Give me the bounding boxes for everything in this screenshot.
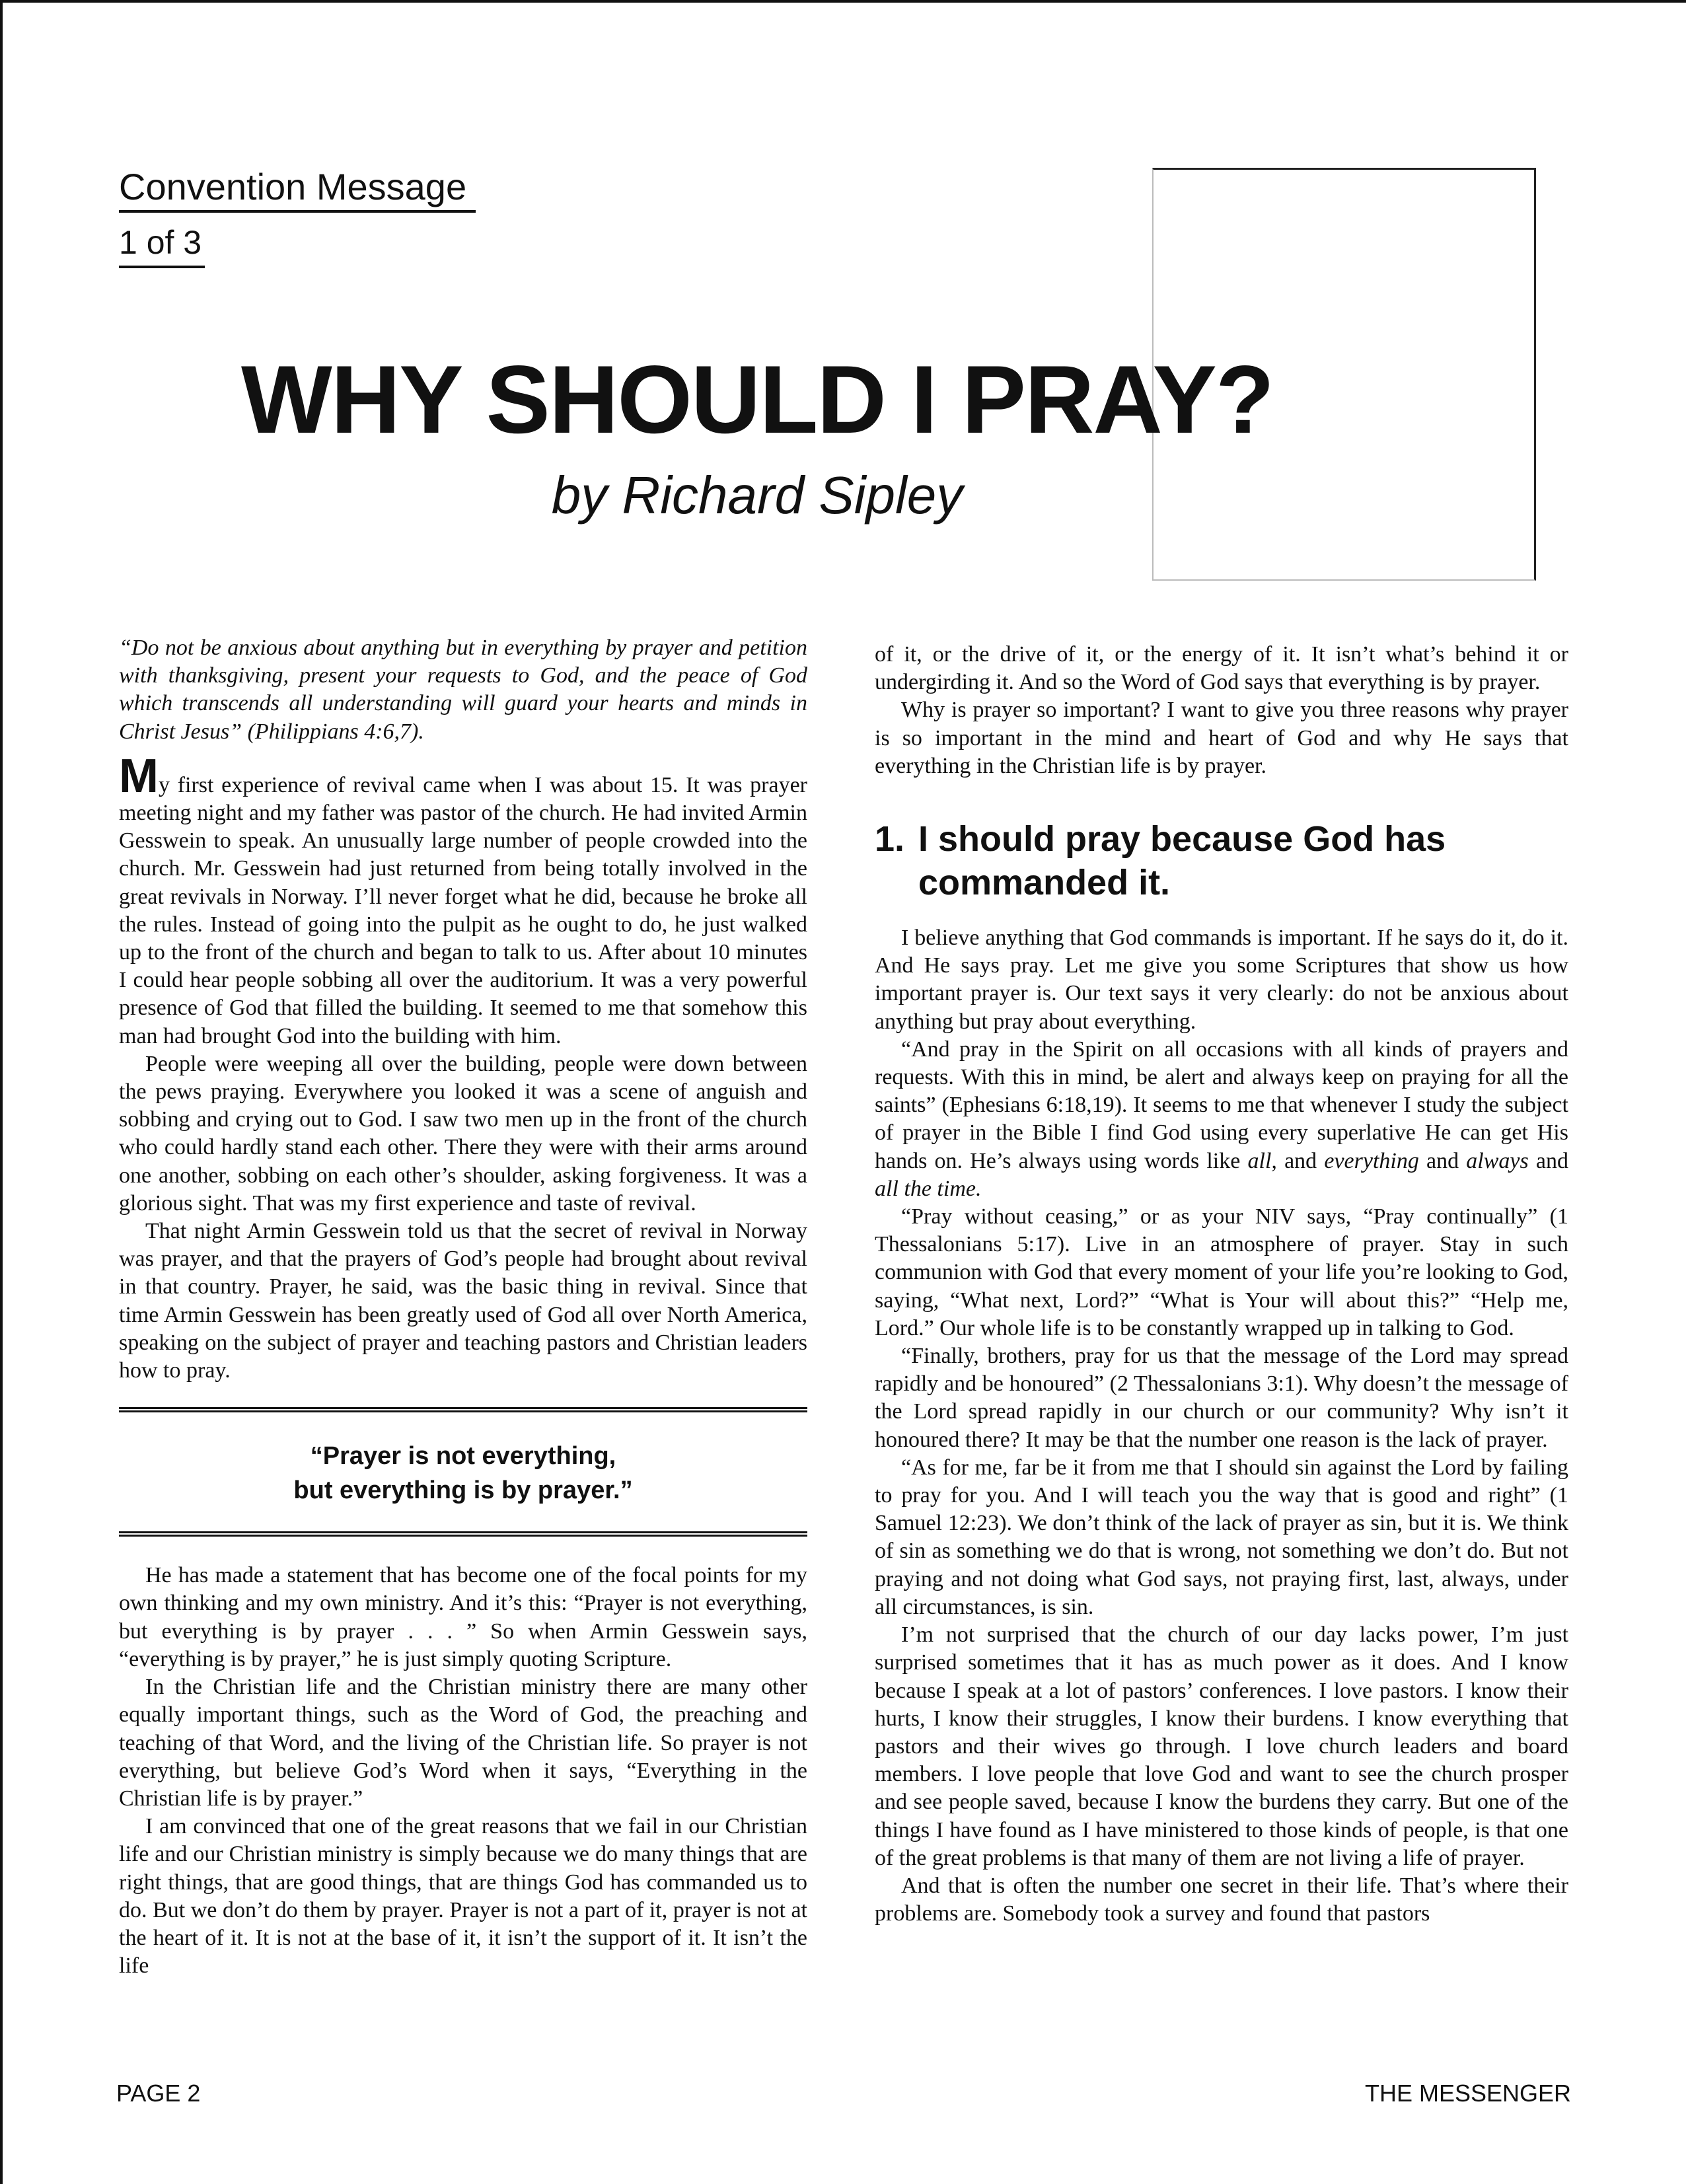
emphasis: all, — [1247, 1148, 1277, 1173]
page-number: PAGE 2 — [116, 2080, 201, 2107]
emphasis: always — [1466, 1148, 1529, 1173]
pull-quote-line: “Prayer is not everything, — [310, 1442, 616, 1471]
article-title: WHY SHOULD I PRAY? — [240, 346, 1274, 453]
paragraph: That night Armin Gesswein told us that the secret of revival in Norway was prayer, and that the prayers of God’s people had brought about revival in that country. Prayer, he said, was the basic thing in revival. Since that time Armin Gesswein has been greatly used of God all over North America, speaking on the subject of prayer and teaching pastors and Christian leaders how to pray. — [119, 1219, 807, 1383]
series-label: Convention Message — [119, 164, 476, 213]
article-byline: by Richard Sipley — [551, 466, 963, 525]
paragraph-text: “And pray in the Spirit on all occasions with all kinds of prayers and requests. With this in mind, be alert and always keep on praying for all the saints” (Ephesians 6:18,19). It seems to me that whenever I study the subject of prayer in the Bible I find God using every superlative He can get His hands on. He’s always using words like — [875, 1037, 1568, 1173]
section-heading-line: I should pray because God has — [918, 819, 1446, 859]
paragraph: Why is prayer so important? I want to give you three reasons why prayer is so important in the mind and heart of God and why He says that everything in the Christian life is by prayer. — [875, 698, 1568, 778]
paragraph: “Finally, brothers, pray for us that the message of the Lord may spread rapidly and be honoured” (2 Thessalonians 3:1). Why doesn’t the message of the Lord spread rapidly in our church or our community? Why isn’t it honoured there? It may be that the number one reason is the lack of prayer. — [875, 1344, 1568, 1452]
emphasis: everything — [1324, 1148, 1419, 1173]
paragraph: I am convinced that one of the great reasons that we fail in our Christian life and our Christian ministry is simply because we do many things that are right things, that are good things, that are things God has commanded us to do. But we don’t do them by prayer. Prayer is not a part of it, prayer is not at the heart of it. It is not at the base of it, it isn’t the support of it. It isn’t the life — [119, 1814, 807, 1979]
paragraph: People were weeping all over the building, people were down between the pews praying. Everywhere you looked it was a scene of anguish and sobbing and crying out to God. I saw two men up in the front of the church who could hardly stand each other. There they were with their arms around one another, sobbing on each other’s shoulder, asking forgiveness. It was a glorious sight. That was my first experience and taste of revival. — [119, 1051, 807, 1216]
paragraph-text: and — [1276, 1148, 1325, 1173]
paragraph-text: and — [1418, 1148, 1467, 1173]
section-number: 1. — [875, 819, 905, 859]
pull-quote — [119, 1407, 807, 1537]
paragraph: I believe anything that God commands is important. If he says do it, do it. And He says pray. Let me give you some Scriptures that show us how important prayer is. Our text says it very clearly: do not be anxious about anything but pray about everything. — [875, 926, 1568, 1034]
publication-name: THE MESSENGER — [1364, 2080, 1571, 2107]
paragraph — [119, 749, 807, 1050]
drop-cap: M — [119, 749, 159, 803]
paragraph: In the Christian life and the Christian ministry there are many other equally important things, such as the Word of God, the preaching and teaching of that Word, and the living of the Christian life. So prayer is not everything, but believe God’s Word when it says, “Everything in the Christian life is by prayer.” — [119, 1675, 807, 1811]
epigraph: “Do not be anxious about anything but in everything by prayer and petition with thanksgiving, present your requests to God, and the peace of God which transcends all understanding will guard your hearts and minds in Christ Jesus” (Philippians 4:6,7). — [119, 636, 807, 744]
paragraph: “Pray without ceasing,” or as your NIV says, “Pray continually” (1 Thessalonians 5:17). Live in an atmosphere of prayer. Stay in such communion with God that every moment of your life you’re looking to God, saying, “What next, Lord?” “What is Your will about this?” “Help me, Lord.” Our whole life is to be constantly wrapped up in talking to God. — [875, 1204, 1568, 1340]
pull-quote-line: but everything is by prayer.” — [293, 1476, 633, 1505]
paragraph: “As for me, far be it from me that I should sin against the Lord by failing to pray for you. And I will teach you the way that is good and right” (1 Samuel 12:23). We don’t think of the lack of prayer as sin, but it is. We think of sin as something we do that is wrong, not something we don’t do. But not praying and not doing what God says, not praying first, last, always, under all circumstances, is sin. — [875, 1455, 1568, 1619]
paragraph: of it, or the drive of it, or the energy of it. It isn’t what’s behind it or undergirding it. And so the Word of God says that everything is by prayer. — [875, 642, 1568, 695]
paragraph: And that is often the number one secret in their life. That’s where their problems are. Somebody took a survey and found that pastors — [875, 1873, 1568, 1926]
left-column — [119, 634, 807, 1980]
part-label: 1 of 3 — [119, 219, 205, 268]
paragraph: He has made a statement that has become one of the focal points for my own thinking and my own ministry. And it’s this: “Prayer is not everything, but everything is by prayer . . . ” So when Armin Gesswein says, “everything is by prayer,” he is just simply quoting Scripture. — [119, 1563, 807, 1671]
paragraph — [875, 1036, 1568, 1203]
paragraph: I’m not surprised that the church of our day lacks power, I’m just surprised sometimes that it has as much power as it does. And I know because I speak at a lot of pastors’ conferences. I love pastors. I know their hurts, I know their struggles, I know their burdens. I know everything that pastors and their wives go through. I love church leaders and board members. I love people that love God and want to see the church prosper and see people saved, because I know the burdens they carry. But one of the things I have found as I have ministered to those kinds of people, is that one of the great problems is that many of them are not living a life of prayer. — [875, 1622, 1568, 1870]
right-column — [875, 641, 1568, 1928]
section-heading-line: commanded it. — [918, 863, 1171, 903]
section-heading — [875, 817, 1568, 904]
paragraph-text: y first experience of revival came when I was about 15. It was prayer meeting night and my father was pastor of the church. He had invited Armin Gesswein to speak. An unusually large number of people crowded into the church. Mr. Gesswein had just returned from being totally involved in the great revivals in Norway. I’ll never forget what he did, because he broke all the rules. Instead of going into the pulpit as he ought to do, he just walked up to the front of the church and began to talk to us. After about 10 minutes I could hear people sobbing all over the auditorium. It was a very powerful presence of God that filled the building. It seemed to me that somehow this man had brought God into the building with him. — [119, 772, 807, 1048]
paragraph-text: and — [1528, 1148, 1569, 1173]
emphasis: all the time. — [875, 1176, 982, 1201]
